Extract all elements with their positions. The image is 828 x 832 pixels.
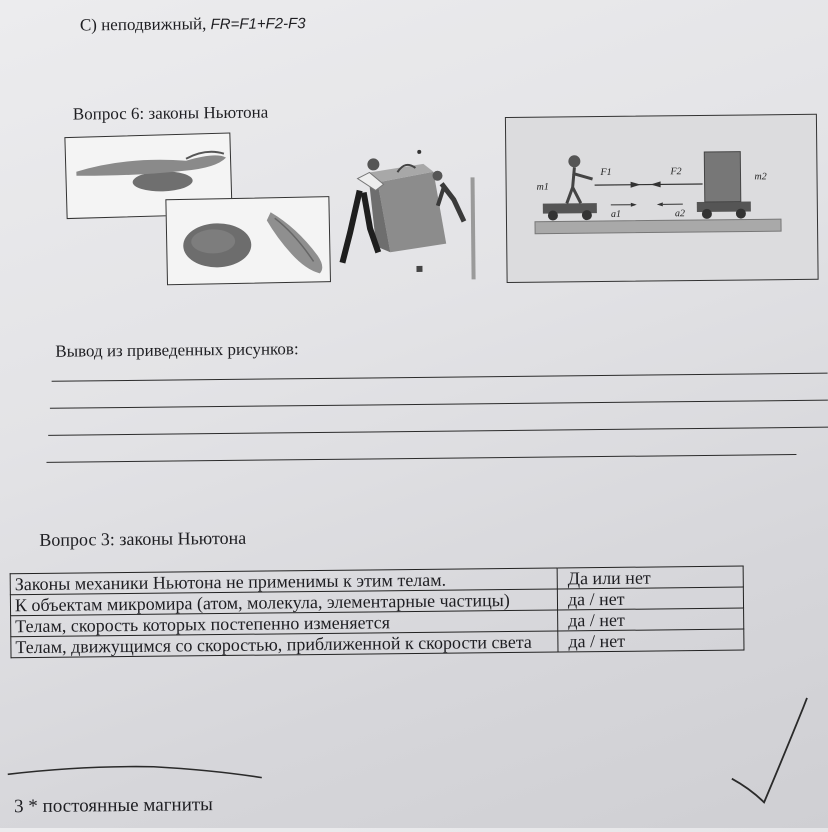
- label-m1: m1: [537, 182, 549, 193]
- answer-line-3: [48, 427, 828, 437]
- row-statement: К объектам микромира (атом, молекула, элементарные частицы): [10, 589, 557, 616]
- label-a2: a2: [675, 208, 685, 219]
- answer-line-2: [50, 400, 828, 410]
- answer-line-4: [46, 454, 796, 463]
- newton-laws-table: [10, 566, 745, 659]
- question3-title: Вопрос 3: законы Ньютона: [39, 528, 246, 551]
- checkmark-icon: [731, 698, 808, 803]
- label-f1: F1: [599, 167, 611, 178]
- label-a1: a1: [611, 209, 621, 220]
- table-header-statement: Законы механики Ньютона не применимы к этим телам.: [10, 568, 557, 595]
- option-c-text: С) неподвижный,: [80, 14, 207, 34]
- footer-text: 3 * постоянные магниты: [14, 794, 213, 818]
- pen-underline: [8, 765, 262, 780]
- row-answer: да / нет: [558, 629, 744, 652]
- answer-line-1: [52, 373, 828, 383]
- table-header-answer: Да или нет: [557, 566, 743, 589]
- carts-diagram: [506, 115, 818, 282]
- force-formula: FR=F1+F2-F3: [210, 15, 305, 33]
- label-m2: m2: [754, 171, 766, 182]
- label-f2: F2: [669, 166, 681, 177]
- ball-hand-illustration: [166, 197, 330, 284]
- figure-two-carts-forces: [505, 114, 819, 283]
- question6-title: Вопрос 6: законы Ньютона: [73, 103, 269, 125]
- conclusion-label: Вывод из приведенных рисунков:: [55, 339, 299, 362]
- figure-divider-bar: [471, 177, 476, 279]
- row-answer: да / нет: [558, 608, 744, 631]
- figure-ball-and-hand: [165, 196, 331, 285]
- row-statement: Телам, скорость которых постепенно изменяется: [11, 610, 558, 637]
- option-c-line: [80, 13, 306, 35]
- row-statement: Телам, движущимся со скоростью, приближенной к скорости света: [11, 631, 558, 658]
- row-answer: да / нет: [557, 587, 743, 610]
